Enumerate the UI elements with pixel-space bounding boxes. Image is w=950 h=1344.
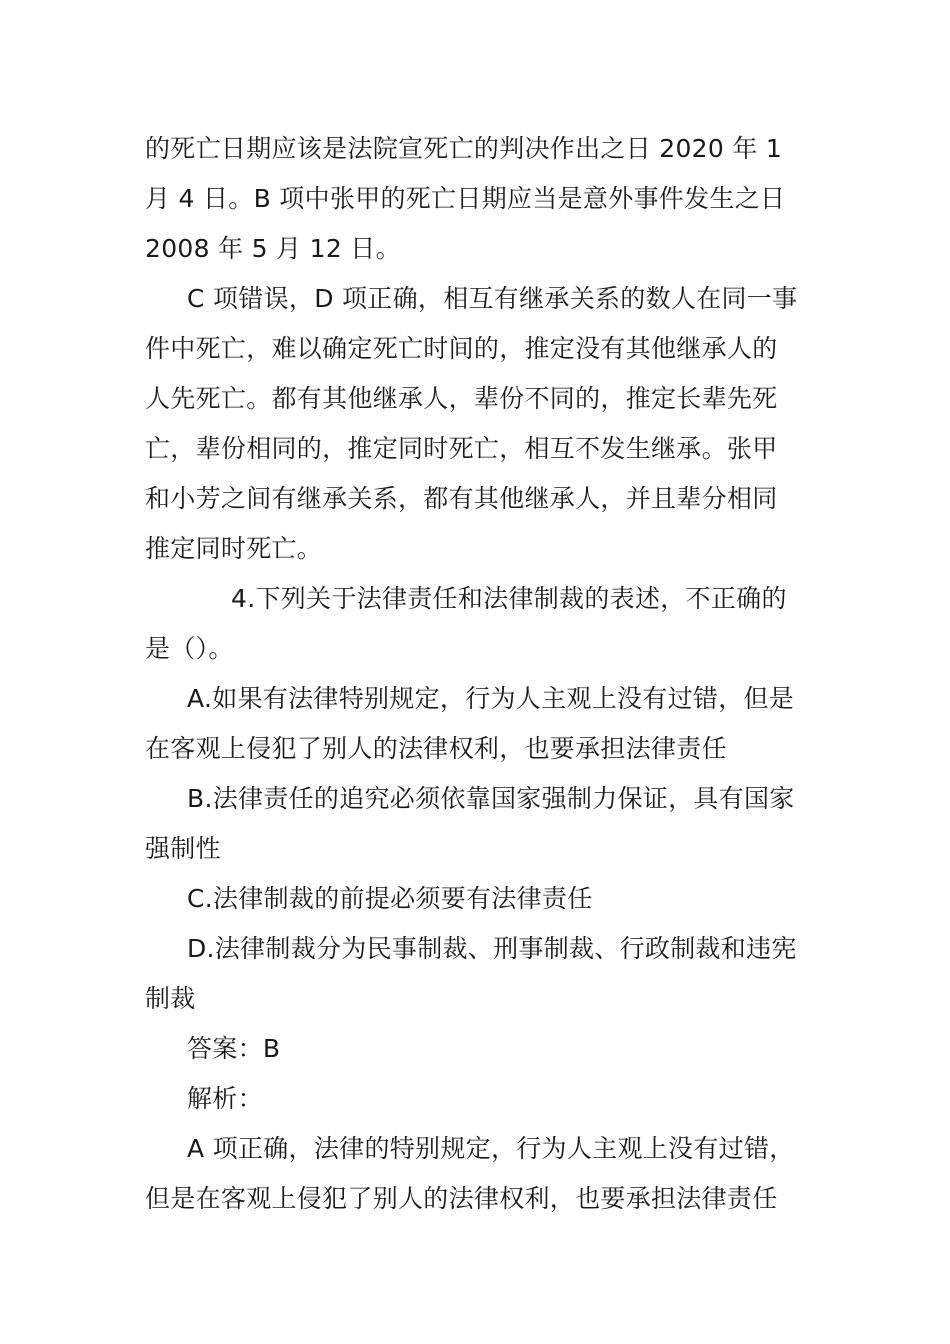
paragraph-intro-continuation [145, 124, 807, 274]
text-line: 月 4 日。B 项中张甲的死亡日期应当是意外事件发生之日 [145, 184, 786, 213]
text-line: 但是在客观上侵犯了别人的法律权利，也要承担法律责任 [145, 1184, 778, 1213]
paragraph-a-analysis [145, 1124, 807, 1224]
text-line: 件中死亡，难以确定死亡时间的，推定没有其他继承人的 [145, 334, 778, 363]
option-text-line: B.法律责任的追究必须依靠国家强制力保证，具有国家 [187, 784, 795, 813]
option-text-line: 制裁 [145, 984, 196, 1013]
question-text-line: 是（）。 [145, 634, 234, 663]
option-c [145, 874, 807, 924]
analysis-label-text: 解析： [187, 1084, 263, 1113]
option-d [145, 924, 807, 1024]
text-line: 推定同时死亡。 [145, 534, 323, 563]
option-text-line: D.法律制裁分为民事制裁、刑事制裁、行政制裁和违宪 [187, 934, 797, 963]
text-line: 2008 年 5 月 12 日。 [145, 234, 401, 263]
option-text-line: A.如果有法律特别规定，行为人主观上没有过错，但是 [187, 684, 795, 713]
text-line: 人先死亡。都有其他继承人，辈份不同的，推定长辈先死 [145, 384, 778, 413]
text-line: C 项错误，D 项正确，相互有继承关系的数人在同一事 [187, 284, 798, 313]
option-text-line: 在客观上侵犯了别人的法律权利，也要承担法律责任 [145, 734, 727, 763]
question-4 [145, 574, 807, 674]
text-line: 和小芳之间有继承关系，都有其他继承人，并且辈分相同 [145, 484, 778, 513]
option-b [145, 774, 807, 874]
document-body [145, 124, 807, 1224]
paragraph-cd-analysis [145, 274, 807, 574]
question-text-line: 4.下列关于法律责任和法律制裁的表述，不正确的 [231, 584, 787, 613]
option-text-line: C.法律制裁的前提必须要有法律责任 [187, 884, 593, 913]
text-line: 亡，辈份相同的，推定同时死亡，相互不发生继承。张甲 [145, 434, 778, 463]
text-line: 的死亡日期应该是法院宣死亡的判决作出之日 2020 年 1 [145, 134, 783, 163]
text-line: A 项正确，法律的特别规定，行为人主观上没有过错， [187, 1134, 795, 1163]
option-a [145, 674, 807, 774]
answer-text: 答案：B [187, 1034, 281, 1063]
analysis-label [145, 1074, 807, 1124]
option-text-line: 强制性 [145, 834, 221, 863]
answer [145, 1024, 807, 1074]
